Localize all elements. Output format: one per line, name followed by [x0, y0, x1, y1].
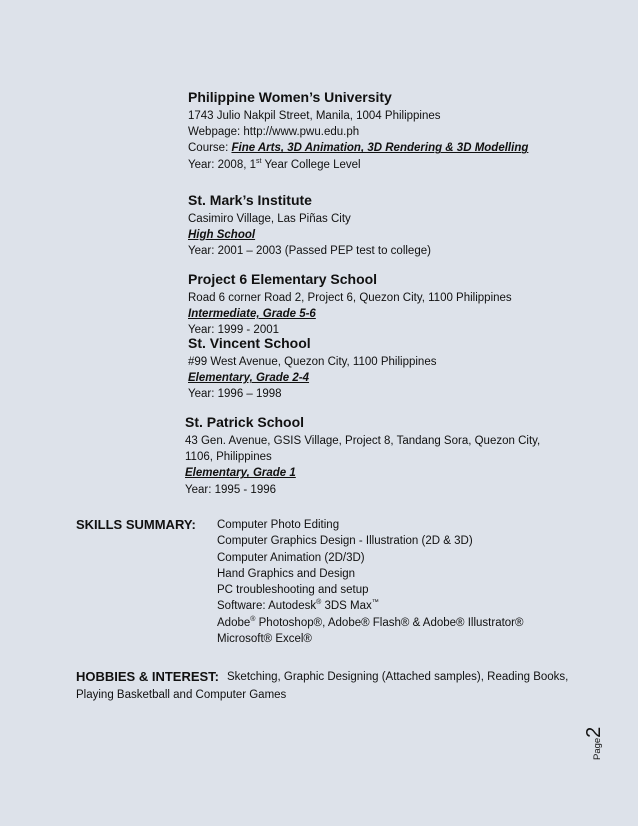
school-year: Year: 1996 – 1998: [188, 388, 282, 401]
skill-item: Computer Animation (2D/3D): [217, 551, 365, 564]
registered-mark: ®: [250, 615, 256, 623]
course-label: Course:: [188, 142, 232, 155]
school-level: Intermediate, Grade 5-6: [188, 308, 316, 321]
education-entry-st-patrick: [185, 413, 540, 498]
education-entry-st-vincent: [188, 334, 436, 403]
school-name: St. Patrick School: [185, 414, 305, 430]
school-address: #99 West Avenue, Quezon City, 1100 Philippines: [188, 356, 437, 368]
hobbies-line2: Playing Basketball and Computer Games: [76, 689, 287, 701]
school-year: [188, 157, 528, 173]
school-name: Philippine Women’s University: [188, 89, 392, 105]
adobe-prefix: Adobe: [217, 616, 251, 629]
skills-summary-title: SKILLS SUMMARY:: [76, 517, 196, 532]
year-prefix: Year: 2008, 1: [188, 158, 256, 171]
school-year: Year: 1995 - 1996: [185, 483, 277, 496]
skill-item: Computer Photo Editing: [217, 519, 340, 531]
school-address: 1743 Julio Nakpil Street, Manila, 1004 Philippines: [188, 110, 441, 122]
school-address-line2: 1106, Philippines: [185, 451, 272, 464]
skill-item: Computer Graphics Design - Illustration (2D & 3D): [217, 535, 473, 548]
hobbies-title: HOBBIES & INTEREST:: [76, 669, 220, 684]
school-address: Casimiro Village, Las Piñas City: [188, 213, 351, 225]
course-name: Fine Arts, 3D Animation, 3D Rendering & 3D Modelling: [231, 142, 529, 155]
skills-list: [217, 517, 523, 647]
school-course: [188, 140, 528, 156]
school-level: High School: [188, 229, 256, 242]
school-address-line1: 43 Gen. Avenue, GSIS Village, Project 8, Tandang Sora, Quezon City,: [185, 435, 541, 447]
page-number-value: 2: [583, 726, 605, 738]
school-name: St. Mark’s Institute: [188, 192, 312, 208]
school-level: Elementary, Grade 1: [185, 467, 296, 480]
school-webpage: Webpage: http://www.pwu.edu.ph: [188, 126, 360, 139]
school-name: St. Vincent School: [188, 335, 311, 351]
year-suffix: Year College Level: [261, 158, 361, 171]
registered-mark: ®: [316, 599, 322, 607]
software-prefix: Software: Autodesk: [217, 600, 317, 613]
year-sup: st: [256, 157, 262, 165]
skill-item: Hand Graphics and Design: [217, 567, 356, 580]
hobbies-line1: Sketching, Graphic Designing (Attached samples), Reading Books,: [227, 671, 569, 683]
school-name: Project 6 Elementary School: [188, 271, 378, 287]
page-label: Page: [592, 737, 603, 760]
school-address: Road 6 corner Road 2, Project 6, Quezon City, 1100 Philippines: [188, 292, 512, 304]
trademark-mark: ™: [371, 599, 379, 607]
school-year: Year: 2001 – 2003 (Passed PEP test to college): [188, 245, 431, 258]
education-entry-project-6: [188, 270, 512, 339]
software-mid: 3DS Max: [321, 600, 372, 613]
skill-microsoft: Microsoft® Excel®: [217, 633, 312, 646]
school-year: Year: 1999 - 2001: [188, 324, 280, 337]
skill-adobe: [217, 615, 523, 631]
skill-software: [217, 598, 523, 614]
education-entry-st-marks: [188, 191, 431, 260]
skill-item: PC troubleshooting and setup: [217, 584, 369, 597]
school-level: Elementary, Grade 2-4: [188, 372, 310, 385]
adobe-rest: Photoshop®, Adobe® Flash® & Adobe® Illustrator®: [255, 616, 524, 629]
page-number: [583, 727, 606, 760]
education-entry-pwu: [188, 88, 528, 173]
